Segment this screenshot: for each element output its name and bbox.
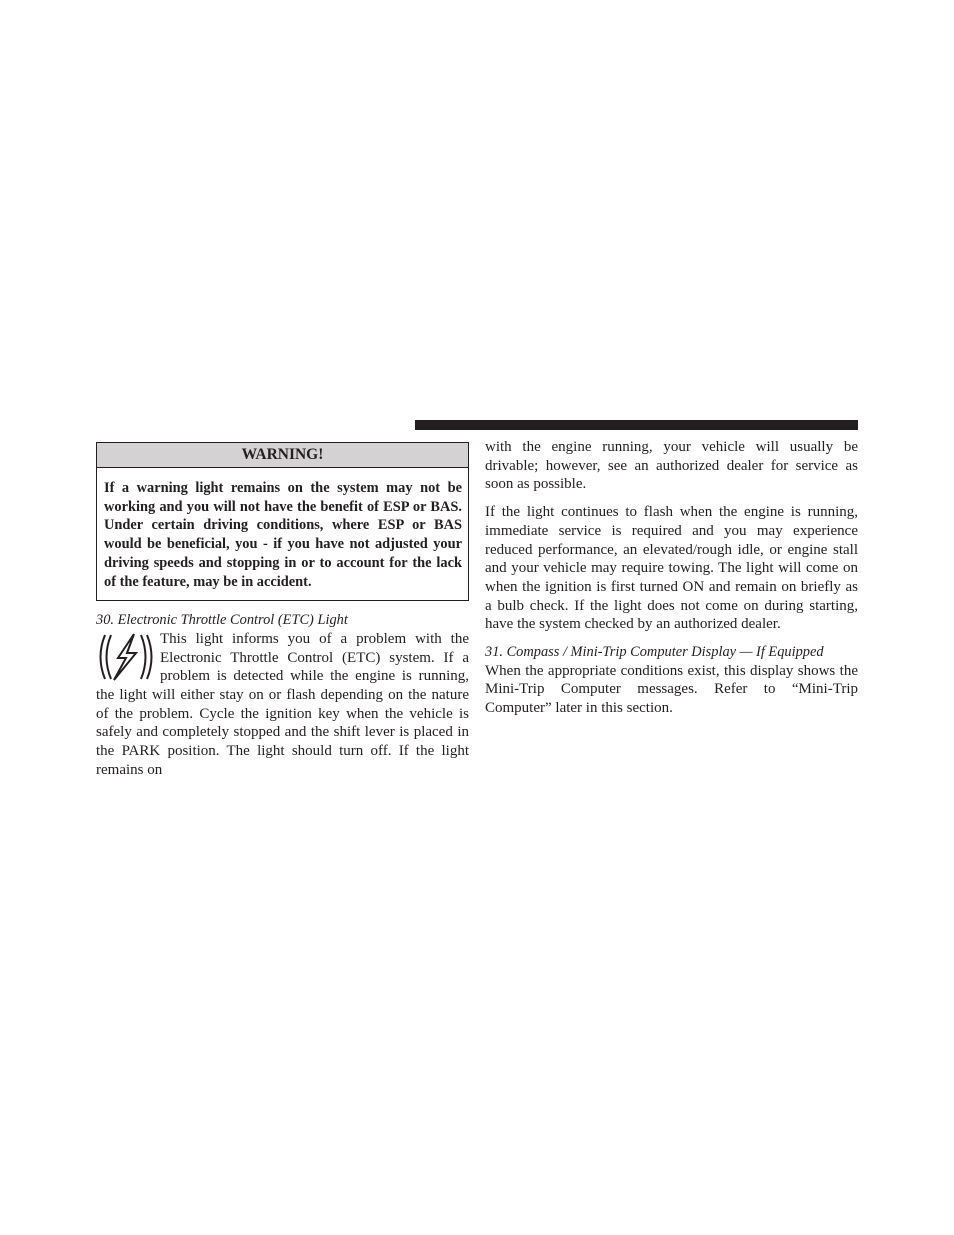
section-31-heading: 31. Compass / Mini-Trip Computer Display — If Equipped [485,644,824,661]
warning-title: WARNING! [97,443,468,468]
section-header-bar [415,420,858,430]
right-column [485,438,858,718]
section-30-paragraph: This light informs you of a problem with the Electronic Throttle Control (ETC) system. If a problem is detected while the engine is running, the light will either stay on or flash depending on the nature of the problem. Cycle the ignition key when the vehicle is safely and completely stopped and the shift lever is placed in the PARK position. The light should turn off. If the light remains on [96,630,469,778]
left-column [96,442,469,780]
right-paragraph-1: with the engine running, your vehicle will usually be drivable; however, see an authorized dealer for service as soon as possible. [485,439,858,493]
warning-text: If a warning light remains on the system may not be working and you will not have the benefit of ESP or BAS. Under certain driving conditions, where ESP or BAS would be beneficial, you - if you have not adjusted your driving speeds and stopping in or to account for the lack of the feature, may be in accident. [104,480,462,590]
section-30-body [96,630,469,780]
warning-box [96,442,469,601]
section-30-heading: 30. Electronic Throttle Control (ETC) Light [96,612,348,629]
etc-warning-icon [96,631,154,683]
right-paragraph-2: If the light continues to flash when the engine is running, immediate service is required and you may experience reduced performance, an elevated/rough idle, or engine stall and your vehicle may require towing. The light will come on when the ignition is first turned ON and remain on briefly as a bulb check. If the light does not come on during starting, have the system checked by an authorized dealer. [485,504,858,633]
section-31-paragraph: When the appropriate conditions exist, this display shows the Mini-Trip Computer messages. Refer to “Mini-Trip Computer” later in this section. [485,662,858,717]
